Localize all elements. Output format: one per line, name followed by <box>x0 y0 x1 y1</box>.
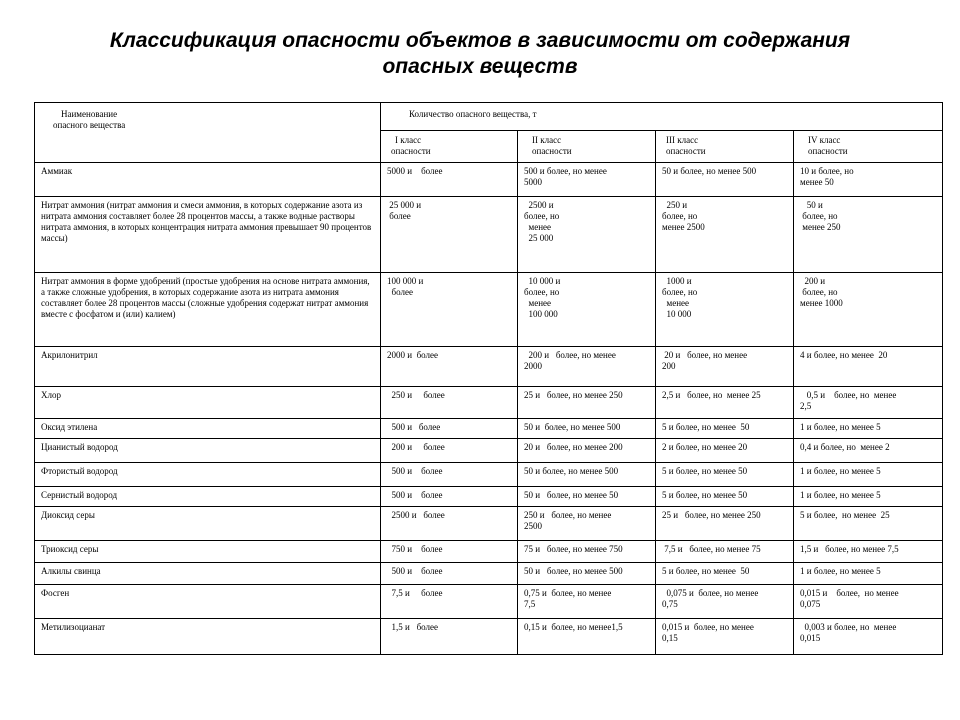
header-class-1 <box>381 131 518 163</box>
class-3-threshold-cell: 0,015 и более, но менее 0,15 <box>656 619 794 655</box>
substance-name-cell: Фтористый водород <box>35 463 381 487</box>
class-1-threshold-cell: 2000 и более <box>381 347 518 387</box>
document-title <box>0 28 960 80</box>
class-2-threshold-cell: 75 и более, но менее 750 <box>518 541 656 563</box>
class-2-threshold-cell: 20 и более, но менее 200 <box>518 439 656 463</box>
table-row <box>35 463 943 487</box>
header-class-1-line2: опасности <box>391 146 431 156</box>
class-3-threshold-cell: 0,075 и более, но менее 0,75 <box>656 585 794 619</box>
header-quantity: Количество опасного вещества, т <box>381 103 943 131</box>
substance-name-cell: Метилизоцианат <box>35 619 381 655</box>
substance-name-cell: Цианистый водород <box>35 439 381 463</box>
table-row <box>35 563 943 585</box>
class-2-threshold-cell: 50 и более, но менее 500 <box>518 419 656 439</box>
class-2-threshold-cell: 2500 и более, но менее 25 000 <box>518 197 656 273</box>
class-2-threshold-cell: 25 и более, но менее 250 <box>518 387 656 419</box>
substance-name-cell: Хлор <box>35 387 381 419</box>
header-class-2-line2: опасности <box>532 146 572 156</box>
class-2-threshold-cell: 50 и более, но менее 50 <box>518 487 656 507</box>
class-1-threshold-cell: 500 и более <box>381 487 518 507</box>
class-2-threshold-cell: 200 и более, но менее 2000 <box>518 347 656 387</box>
class-4-threshold-cell: 1 и более, но менее 5 <box>794 463 943 487</box>
header-class-3-line1: III класс <box>666 135 699 145</box>
table-row <box>35 507 943 541</box>
header-class-4-line1: IV класс <box>808 135 841 145</box>
class-2-threshold-cell: 10 000 и более, но менее 100 000 <box>518 273 656 347</box>
class-4-threshold-cell: 0,5 и более, но менее 2,5 <box>794 387 943 419</box>
header-class-2-line1: II класс <box>532 135 562 145</box>
class-2-threshold-cell: 0,75 и более, но менее 7,5 <box>518 585 656 619</box>
header-class-4 <box>794 131 943 163</box>
header-row-top <box>35 103 943 131</box>
hazard-classification-table <box>34 102 943 655</box>
class-1-threshold-cell: 2500 и более <box>381 507 518 541</box>
class-2-threshold-cell: 500 и более, но менее 5000 <box>518 163 656 197</box>
class-3-threshold-cell: 5 и более, но менее 50 <box>656 563 794 585</box>
class-4-threshold-cell: 4 и более, но менее 20 <box>794 347 943 387</box>
class-3-threshold-cell: 1000 и более, но менее 10 000 <box>656 273 794 347</box>
substance-name-cell: Диоксид серы <box>35 507 381 541</box>
class-3-threshold-cell: 5 и более, но менее 50 <box>656 487 794 507</box>
class-3-threshold-cell: 50 и более, но менее 500 <box>656 163 794 197</box>
class-1-threshold-cell: 500 и более <box>381 463 518 487</box>
table-row <box>35 585 943 619</box>
header-class-2 <box>518 131 656 163</box>
table-row <box>35 197 943 273</box>
class-4-threshold-cell: 1 и более, но менее 5 <box>794 419 943 439</box>
substance-name-cell: Оксид этилена <box>35 419 381 439</box>
substance-name-cell: Фосген <box>35 585 381 619</box>
substance-name-cell: Триоксид серы <box>35 541 381 563</box>
class-3-threshold-cell: 2,5 и более, но менее 25 <box>656 387 794 419</box>
header-class-4-line2: опасности <box>808 146 848 156</box>
class-4-threshold-cell: 1 и более, но менее 5 <box>794 487 943 507</box>
class-3-threshold-cell: 20 и более, но менее 200 <box>656 347 794 387</box>
table-row <box>35 419 943 439</box>
class-2-threshold-cell: 50 и более, но менее 500 <box>518 463 656 487</box>
class-4-threshold-cell: 1 и более, но менее 5 <box>794 563 943 585</box>
class-4-threshold-cell: 50 и более, но менее 250 <box>794 197 943 273</box>
class-4-threshold-cell: 0,003 и более, но менее 0,015 <box>794 619 943 655</box>
class-3-threshold-cell: 250 и более, но менее 2500 <box>656 197 794 273</box>
substance-name-cell: Сернистый водород <box>35 487 381 507</box>
title-line-2: опасных веществ <box>382 55 578 78</box>
substance-name-cell: Аммиак <box>35 163 381 197</box>
table-row <box>35 487 943 507</box>
header-substance-name <box>35 103 381 163</box>
class-1-threshold-cell: 750 и более <box>381 541 518 563</box>
class-3-threshold-cell: 5 и более, но менее 50 <box>656 463 794 487</box>
class-2-threshold-cell: 0,15 и более, но менее1,5 <box>518 619 656 655</box>
class-1-threshold-cell: 5000 и более <box>381 163 518 197</box>
header-class-3-line2: опасности <box>666 146 706 156</box>
table-row <box>35 387 943 419</box>
class-1-threshold-cell: 200 и более <box>381 439 518 463</box>
class-1-threshold-cell: 500 и более <box>381 563 518 585</box>
table-row <box>35 273 943 347</box>
substance-name-cell: Нитрат аммония (нитрат аммония и смеси аммония, в которых содержание азота из нитрата аммония составляет более 28 процентов массы, а также водные растворы нитрата аммония, в которых концентрация нитрата аммония превышает 90 процентов массы) <box>35 197 381 273</box>
header-class-3 <box>656 131 794 163</box>
header-substance-name-line2: опасного вещества <box>53 120 126 130</box>
class-4-threshold-cell: 10 и более, но менее 50 <box>794 163 943 197</box>
class-4-threshold-cell: 1,5 и более, но менее 7,5 <box>794 541 943 563</box>
class-2-threshold-cell: 50 и более, но менее 500 <box>518 563 656 585</box>
class-1-threshold-cell: 250 и более <box>381 387 518 419</box>
class-4-threshold-cell: 5 и более, но менее 25 <box>794 507 943 541</box>
class-1-threshold-cell: 1,5 и более <box>381 619 518 655</box>
class-4-threshold-cell: 200 и более, но менее 1000 <box>794 273 943 347</box>
substance-name-cell: Нитрат аммония в форме удобрений (простые удобрения на основе нитрата аммония, а также сложные удобрения, в которых содержание азота из нитрата аммония составляет более 28 процентов массы (сложные удобрения содержат нитрат аммония вместе с фосфатом и (или) калием) <box>35 273 381 347</box>
class-4-threshold-cell: 0,015 и более, но менее 0,075 <box>794 585 943 619</box>
substance-name-cell: Алкилы свинца <box>35 563 381 585</box>
table-row <box>35 541 943 563</box>
class-4-threshold-cell: 0,4 и более, но менее 2 <box>794 439 943 463</box>
class-1-threshold-cell: 25 000 и более <box>381 197 518 273</box>
header-class-1-line1: I класс <box>395 135 422 145</box>
class-1-threshold-cell: 7,5 и более <box>381 585 518 619</box>
class-1-threshold-cell: 500 и более <box>381 419 518 439</box>
class-3-threshold-cell: 2 и более, но менее 20 <box>656 439 794 463</box>
class-1-threshold-cell: 100 000 и более <box>381 273 518 347</box>
class-3-threshold-cell: 25 и более, но менее 250 <box>656 507 794 541</box>
class-3-threshold-cell: 7,5 и более, но менее 75 <box>656 541 794 563</box>
table-row <box>35 347 943 387</box>
class-3-threshold-cell: 5 и более, но менее 50 <box>656 419 794 439</box>
header-substance-name-line1: Наименование <box>61 109 118 119</box>
title-line-1: Классификация опасности объектов в зависимости от содержания <box>109 29 851 52</box>
substance-name-cell: Акрилонитрил <box>35 347 381 387</box>
table-row <box>35 439 943 463</box>
class-2-threshold-cell: 250 и более, но менее 2500 <box>518 507 656 541</box>
table-row <box>35 163 943 197</box>
table-row <box>35 619 943 655</box>
